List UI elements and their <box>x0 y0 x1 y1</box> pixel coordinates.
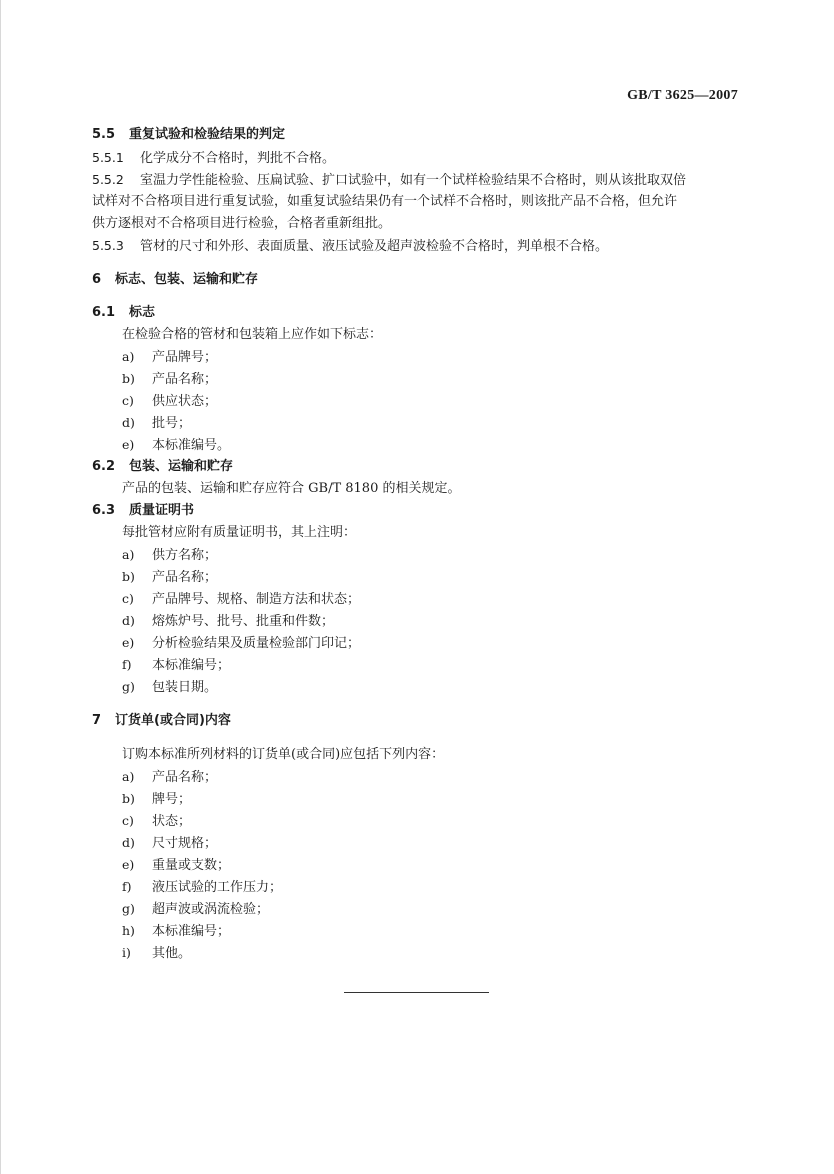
section-title: 标志、包装、运输和贮存 <box>115 272 259 287</box>
list-item-letter: f) <box>122 879 132 894</box>
list-item-letter: a) <box>122 547 135 562</box>
clause-text-line-3: 供方逐根对不合格项目进行检验，合格者重新组批。 <box>92 216 392 231</box>
list-item-text: 熔炼炉号、批号、批重和件数； <box>152 614 335 629</box>
list-item-letter: c) <box>122 591 134 606</box>
list-item-text: 分析检验结果及质量检验部门印记； <box>152 636 361 651</box>
list-item <box>122 900 269 919</box>
list-item <box>122 922 230 941</box>
list-item <box>122 634 360 653</box>
list-item-text: 产品牌号、规格、制造方法和状态； <box>152 592 361 607</box>
list-item-text: 包装日期。 <box>152 680 218 695</box>
clause-5-5-1 <box>92 149 335 168</box>
list-item-letter: e) <box>122 857 135 872</box>
list-item-letter: c) <box>122 813 134 828</box>
list-item <box>122 790 191 809</box>
section-title: 重复试验和检验结果的判定 <box>129 127 286 142</box>
list-item-text: 供应状态； <box>152 394 218 409</box>
section-number: 6 <box>92 272 102 287</box>
list-item <box>122 878 282 897</box>
list-item <box>122 944 191 963</box>
list-item-letter: b) <box>122 791 135 806</box>
list-item <box>122 414 191 433</box>
list-item-text: 牌号； <box>152 792 192 807</box>
list-item-text: 产品名称； <box>152 770 218 785</box>
list-item-letter: h) <box>122 923 135 938</box>
section-number: 6.3 <box>92 503 116 518</box>
clause-5-5-2 <box>92 171 686 190</box>
list-item <box>122 768 217 787</box>
section-title: 包装、运输和贮存 <box>129 459 234 474</box>
paragraph-intro: 订购本标准所列材料的订货单(或合同)应包括下列内容： <box>122 747 445 762</box>
paragraph-intro: 在检验合格的管材和包装箱上应作如下标志： <box>122 327 383 342</box>
list-item-text: 产品名称； <box>152 570 218 585</box>
paragraph-text: 产品的包装、运输和贮存应符合 GB/T 8180 的相关规定。 <box>122 481 461 496</box>
section-title: 质量证明书 <box>129 503 195 518</box>
list-item-text: 尺寸规格； <box>152 836 218 851</box>
section-number: 6.2 <box>92 459 116 474</box>
section-number: 6.1 <box>92 305 116 320</box>
list-item-text: 本标准编号； <box>152 658 231 673</box>
section-title: 订货单(或合同)内容 <box>115 713 231 728</box>
list-item <box>122 834 217 853</box>
list-item-text: 产品名称； <box>152 372 218 387</box>
clause-number: 5.5.2 <box>92 172 124 187</box>
list-item-text: 状态； <box>152 814 192 829</box>
list-item <box>122 370 217 389</box>
clause-text: 管材的尺寸和外形、表面质量、液压试验及超声波检验不合格时，判单根不合格。 <box>139 239 608 254</box>
list-item-letter: f) <box>122 657 132 672</box>
list-item-text: 其他。 <box>152 946 192 961</box>
section-heading-6 <box>92 271 258 289</box>
list-item-text: 超声波或涡流检验； <box>152 902 270 917</box>
list-item <box>122 812 191 831</box>
section-number: 5.5 <box>92 127 116 142</box>
list-item-letter: e) <box>122 437 135 452</box>
list-item-letter: g) <box>122 679 135 694</box>
list-item-letter: d) <box>122 835 135 850</box>
list-item-letter: e) <box>122 635 135 650</box>
page-edge <box>0 0 1 1174</box>
clause-text-line-2: 试样对不合格项目进行重复试验，如重复试验结果仍有一个试样不合格时，则该批产品不合格，但允许 <box>92 194 678 209</box>
list-item <box>122 590 360 609</box>
list-item <box>122 612 334 631</box>
standard-code: GB/T 3625—2007 <box>627 88 738 103</box>
section-title: 标志 <box>129 305 156 320</box>
list-item <box>122 678 217 697</box>
list-item-text: 本标准编号。 <box>152 438 231 453</box>
list-item <box>122 656 230 675</box>
section-heading-7 <box>92 712 231 730</box>
section-heading-6-1 <box>92 304 155 322</box>
list-item-text: 液压试验的工作压力； <box>152 880 283 895</box>
list-item-text: 批号； <box>152 416 192 431</box>
list-item-letter: b) <box>122 371 135 386</box>
section-heading-6-3 <box>92 502 194 520</box>
end-of-document-rule <box>344 992 489 993</box>
clause-text: 化学成分不合格时，判批不合格。 <box>139 151 335 166</box>
list-item-text: 供方名称； <box>152 548 218 563</box>
section-heading-5-5 <box>92 126 285 144</box>
clause-number: 5.5.3 <box>92 238 124 253</box>
list-item-letter: i) <box>122 945 131 960</box>
list-item-text: 产品牌号； <box>152 350 218 365</box>
list-item-text: 重量或支数； <box>152 858 231 873</box>
list-item-text: 本标准编号； <box>152 924 231 939</box>
list-item <box>122 348 217 367</box>
list-item-letter: d) <box>122 613 135 628</box>
list-item-letter: b) <box>122 569 135 584</box>
list-item <box>122 856 230 875</box>
section-number: 7 <box>92 713 102 728</box>
paragraph-intro: 每批管材应附有质量证明书，其上注明： <box>122 525 357 540</box>
list-item <box>122 546 217 565</box>
clause-5-5-3 <box>92 237 608 256</box>
clause-number: 5.5.1 <box>92 150 124 165</box>
list-item-letter: c) <box>122 393 134 408</box>
list-item <box>122 568 217 587</box>
list-item <box>122 392 217 411</box>
list-item-letter: a) <box>122 769 135 784</box>
list-item-letter: d) <box>122 415 135 430</box>
section-heading-6-2 <box>92 458 233 476</box>
list-item <box>122 436 230 455</box>
list-item-letter: g) <box>122 901 135 916</box>
clause-text-line-1: 室温力学性能检验、压扁试验、扩口试验中，如有一个试样检验结果不合格时，则从该批取双倍 <box>139 173 686 188</box>
list-item-letter: a) <box>122 349 135 364</box>
